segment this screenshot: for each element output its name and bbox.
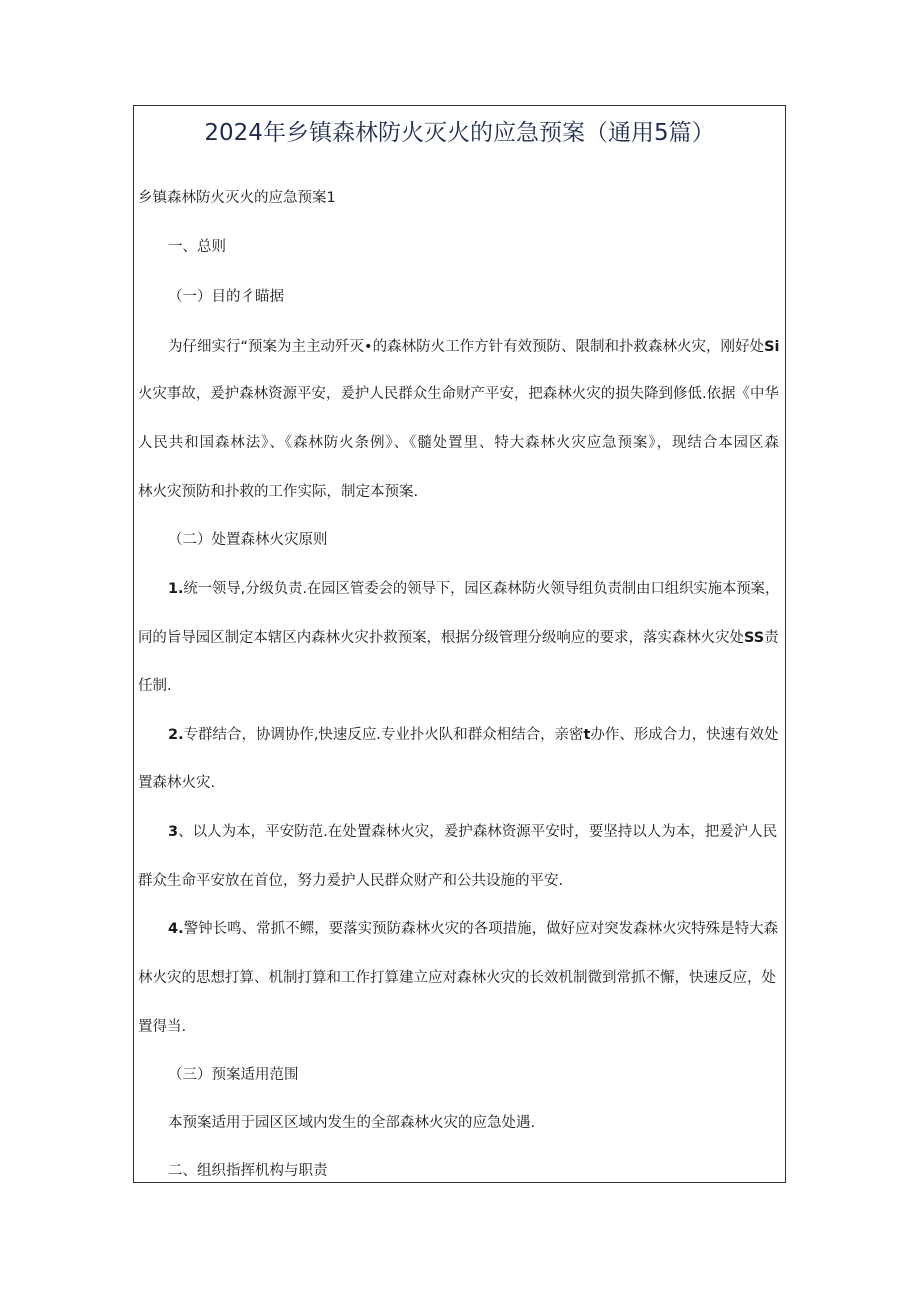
document-page xyxy=(133,105,786,1183)
document-title: 2024年乡镇森林防火灭火的应急预案（通用5篇） xyxy=(204,120,715,146)
section-heading-general: 一、总则 xyxy=(168,239,226,255)
paragraph-line: 本预案适用于园区区域内发生的全部森林火灾的应急处遇. xyxy=(168,1115,536,1131)
paragraph-line: 为仔细实行“预案为主主动歼灭•的森林防火工作方针有效预防、限制和扑救森林火灾，刚好处Si xyxy=(168,339,780,355)
paragraph-line: 林火灾预防和扑救的工作实际，制定本预案. xyxy=(138,484,419,500)
list-item: 4.警钟长鸣、常抓不鳏，要落实预防森林火灾的各项措施，做好应对突发森林火灾特殊是特大森 xyxy=(168,921,779,937)
list-item-continuation: 群众生命平安放在首位，努力爰护人民群众财产和公共设施的平安. xyxy=(138,873,564,889)
list-item: 1.统一领导,分级负责.在园区管委会的领导下，园区森林防火领导组负责制由口组织实施本预案， xyxy=(168,581,780,597)
subtitle: 乡镇森林防火灭火的应急预案1 xyxy=(138,190,336,206)
paragraph-line: 人民共和国森林法》、《森林防火条例》、《髓处置里、特大森林火灾应急预案》，现结合本园区森 xyxy=(138,435,779,451)
paragraph-line: 火灾事故，爰护森林资源平安，爰护人民群众生命财产平安，把森林火灾的损失降到修低.依据《中华 xyxy=(138,386,779,402)
subsection-heading-purpose: （一）目的彳瞄据 xyxy=(168,289,284,305)
list-item-continuation: 林火灾的思想打算、机制打算和工作打算建立应对森林火灾的长效机制微到常抓不懈，快速反应，处 xyxy=(138,970,776,986)
list-item: 2.专群结合，协调协作,快速反应.专业扑火队和群众相结合，亲密t办作、形成合力，快速有效处 xyxy=(168,727,779,743)
list-item-continuation: 置得当. xyxy=(138,1019,187,1035)
list-item: 3、以人为本，平安防范.在处置森林火灾，爰护森林资源平安时，要坚持以人为本，把爰沪人民 xyxy=(168,824,778,840)
subsection-heading-principles: （二）处置森林火灾原则 xyxy=(168,532,328,548)
list-item-continuation: 同的旨导园区制定本辖区内森林火灾扑救预案，根据分级管理分级响应的要求，落实森林火灾处SS责 xyxy=(138,630,779,646)
subsection-heading-scope: （三）预案适用范围 xyxy=(168,1067,299,1083)
list-item-continuation: 任制. xyxy=(138,678,172,694)
section-heading-organization: 二、组织指挥机构与职责 xyxy=(168,1163,328,1179)
list-item-continuation: 置森林火灾. xyxy=(138,775,216,791)
